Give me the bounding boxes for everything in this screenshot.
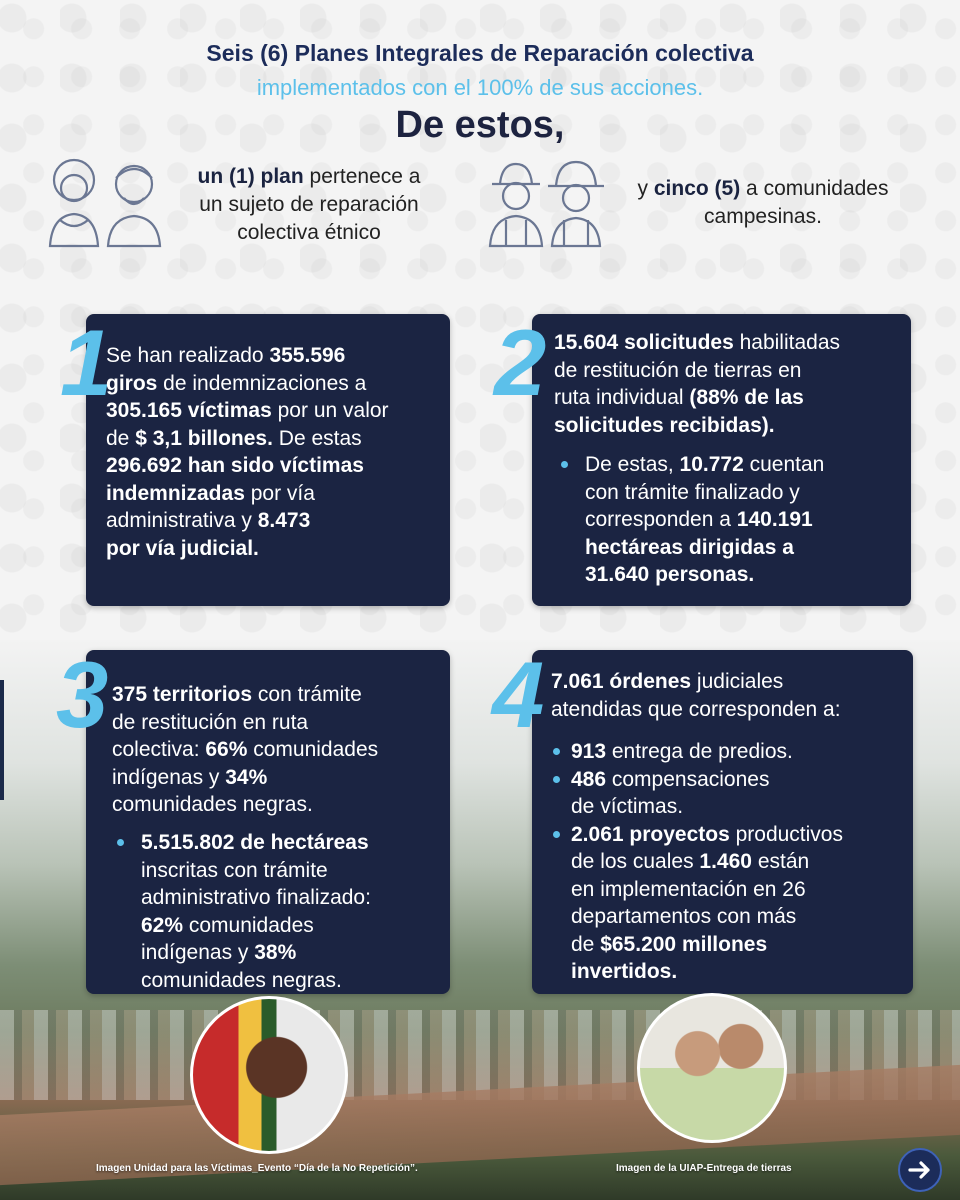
c2-b4a: hectáreas dirigidas a <box>585 535 794 559</box>
c1-l3b: por un valor <box>271 399 389 422</box>
c2-b3a: corresponden a <box>585 508 737 531</box>
intro-ethnic-bold: un (1) plan <box>197 165 304 188</box>
c1-l4c: De estas <box>272 426 362 450</box>
intro-farmer-pre: y <box>637 177 654 200</box>
card-1-number: 1 <box>60 310 113 415</box>
next-button[interactable] <box>898 1148 942 1192</box>
intro-farmer-bold: cinco (5) <box>653 177 741 200</box>
card-3-bullet <box>141 829 441 994</box>
c4-b3d: 1.460 <box>699 850 752 873</box>
c1-l1b: 355.596 <box>269 344 346 367</box>
c4-l1b: judiciales <box>691 670 784 693</box>
c2-l3a: ruta individual <box>554 386 690 409</box>
c4-b3h: de <box>571 932 601 956</box>
c4-b2a: 486 <box>571 767 607 791</box>
c2-b5a: 31.640 personas. <box>585 563 755 586</box>
c4-b1b: entrega de predios. <box>606 740 793 763</box>
c3-b4a: 62% <box>141 913 184 937</box>
c3-l1b: con trámite <box>252 683 362 706</box>
c4-b3b: productivos <box>729 822 843 846</box>
card-4-bullets <box>571 738 911 986</box>
c1-l4a: de <box>106 426 136 450</box>
card-4-number: 4 <box>492 642 545 747</box>
c3-l3a: colectiva: <box>112 738 206 761</box>
c4-b3e: están <box>751 850 810 873</box>
c2-b3b: 140.191 <box>736 508 813 531</box>
card-3-text <box>112 681 448 819</box>
c1-l2a: giros <box>106 371 158 395</box>
intro-ethnic-text <box>168 163 450 247</box>
c4-l2a: atendidas que corresponden a: <box>551 697 841 721</box>
arrow-right-icon <box>900 1150 940 1190</box>
c1-l1a: Se han realizado <box>106 344 270 367</box>
c3-b5b: 38% <box>254 941 297 964</box>
header-title: Seis (6) Planes Integrales de Reparación colectiva <box>206 40 754 66</box>
c3-b6a: comunidades negras. <box>141 968 342 992</box>
c2-l2a: de restitución de tierras en <box>554 358 802 382</box>
c3-b3a: administrativo finalizado: <box>141 886 371 909</box>
c1-l6b: por vía <box>244 481 315 505</box>
c4-bullet-dot-2 <box>553 776 560 783</box>
c4-b2b: compensaciones <box>606 767 770 791</box>
c1-l7a: administrativa y <box>106 509 258 532</box>
c3-l4a: indígenas y <box>112 765 226 789</box>
c4-b3i: $65.200 millones <box>600 932 768 956</box>
land-delivery-photo <box>637 993 787 1143</box>
c1-l7b: 8.473 <box>257 509 311 532</box>
intro-farmer-text <box>608 175 918 231</box>
c4-b1a: 913 <box>571 740 607 763</box>
intro-farmer-line1: a comunidades <box>740 177 889 200</box>
card-3-number: 3 <box>56 642 109 747</box>
c2-l1a: 15.604 solicitudes <box>554 331 734 354</box>
c4-b2c: de víctimas. <box>571 795 684 818</box>
c3-b5a: indígenas y <box>141 941 255 964</box>
c4-bullet-dot-1 <box>553 748 560 755</box>
card-2-number: 2 <box>494 310 547 415</box>
c1-l8a: por vía judicial. <box>106 536 259 560</box>
event-woman-photo <box>190 996 348 1154</box>
left-edge-stripe <box>0 680 4 800</box>
c2-l1b: habilitadas <box>733 331 841 354</box>
c2-b1a: De estas, <box>585 453 680 476</box>
c3-l3b: 66% <box>205 738 248 761</box>
c2-l4a: solicitudes recibidas). <box>554 413 775 437</box>
c4-b3j: invertidos. <box>571 960 678 983</box>
intro-ethnic-line1: pertenece a <box>303 165 421 188</box>
c3-l4b: 34% <box>225 765 268 789</box>
c3-l2a: de restitución en ruta <box>112 710 309 734</box>
c3-l3c: comunidades <box>247 738 379 761</box>
c4-l1a: 7.061 órdenes <box>551 670 692 693</box>
c3-l1a: 375 territorios <box>112 683 253 706</box>
c2-b1c: cuentan <box>743 453 825 476</box>
c1-l6a: indemnizadas <box>106 481 245 505</box>
intro-ethnic-line3: colectiva étnico <box>237 221 381 244</box>
c4-b3f: en implementación en 26 <box>571 877 806 901</box>
caption-left: Imagen Unidad para las Víctimas_Evento “Día de la No Repetición”. <box>96 1163 418 1174</box>
ethnic-people-icon <box>44 158 166 250</box>
c4-b3g: departamentos con más <box>571 905 797 928</box>
c1-l5a: 296.692 han sido víctimas <box>106 454 364 477</box>
card-1-text <box>106 342 446 562</box>
c2-b1b: 10.772 <box>679 453 744 476</box>
c3-l5a: comunidades negras. <box>112 793 313 816</box>
intro-ethnic-line2: un sujeto de reparación <box>199 193 419 216</box>
c3-b4b: comunidades <box>183 913 314 937</box>
card-4-text <box>551 668 907 723</box>
farmer-people-icon <box>486 158 608 250</box>
c3-bullet-dot <box>117 839 124 846</box>
c4-bullet-dot-3 <box>553 831 560 838</box>
intro-farmer-line2: campesinas. <box>704 205 822 228</box>
c4-b3a: 2.061 proyectos <box>571 822 730 846</box>
c1-l3a: 305.165 víctimas <box>106 399 272 422</box>
c2-l3b: (88% de las <box>689 386 804 409</box>
card-2-bullet <box>585 451 905 589</box>
c1-l4b: $ 3,1 billones. <box>135 426 273 450</box>
c3-b2a: inscritas con trámite <box>141 858 328 882</box>
header-big-text: De estos, <box>395 104 565 146</box>
c3-b1a: 5.515.802 de hectáreas <box>141 831 369 854</box>
c4-b3c: de los cuales <box>571 850 700 873</box>
c2-b2a: con trámite finalizado y <box>585 480 800 504</box>
c1-l2b: de indemnizaciones a <box>157 371 367 395</box>
c2-bullet-dot <box>561 461 568 468</box>
header-subtitle: implementados con el 100% de sus acciones. <box>256 75 704 100</box>
card-2-text <box>554 329 904 439</box>
caption-right: Imagen de la UIAP-Entrega de tierras <box>616 1163 792 1174</box>
